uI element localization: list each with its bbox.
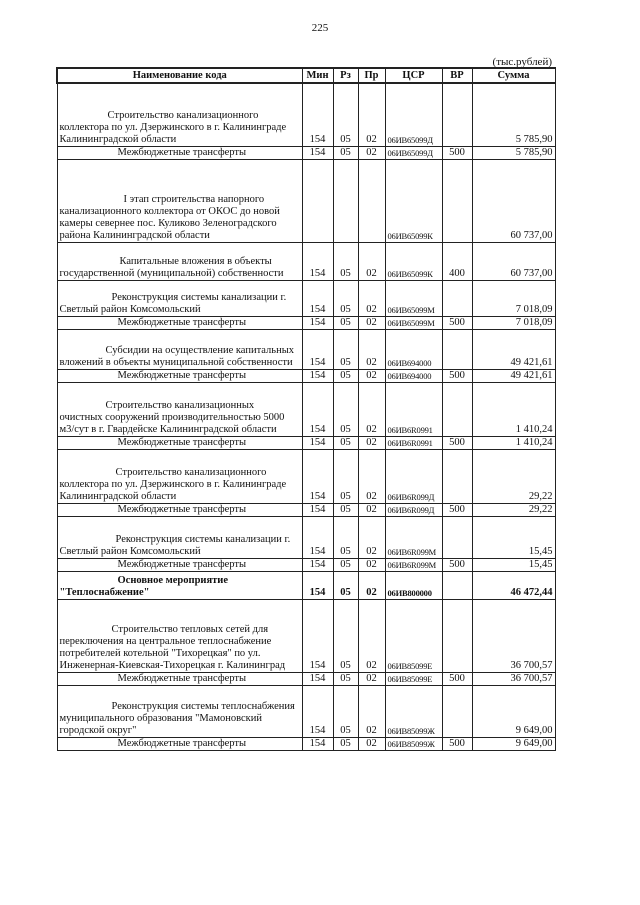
row-min: 154 — [302, 146, 333, 159]
row-rz: 05 — [333, 83, 358, 146]
row-sum: 7 018,09 — [472, 280, 555, 316]
row-csr: 06ИВ65099М — [385, 280, 442, 316]
row-sum: 29,22 — [472, 503, 555, 516]
row-pr: 02 — [358, 316, 385, 329]
row-sum: 1 410,24 — [472, 382, 555, 436]
row-vr — [442, 599, 472, 672]
row-sum: 60 737,00 — [472, 159, 555, 242]
table-row — [57, 516, 555, 558]
row-rz: 05 — [333, 382, 358, 436]
row-min: 154 — [302, 449, 333, 503]
table-row — [57, 737, 555, 750]
row-sum: 49 421,61 — [472, 329, 555, 369]
row-vr: 500 — [442, 503, 472, 516]
row-name: Межбюджетные трансферты — [57, 146, 302, 159]
row-name: Субсидии на осуществление капитальных вложений в объекты муниципальной собственности — [57, 329, 302, 369]
row-name: Межбюджетные трансферты — [57, 672, 302, 685]
row-min: 154 — [302, 382, 333, 436]
row-rz: 05 — [333, 503, 358, 516]
row-pr: 02 — [358, 369, 385, 382]
row-pr: 02 — [358, 436, 385, 449]
row-vr: 500 — [442, 146, 472, 159]
row-min: 154 — [302, 329, 333, 369]
table-row — [57, 316, 555, 329]
header-min: Мин — [302, 68, 333, 83]
header-vr: ВР — [442, 68, 472, 83]
row-vr: 500 — [442, 436, 472, 449]
row-name: Межбюджетные трансферты — [57, 436, 302, 449]
row-csr: 06ИВ6R0991 — [385, 436, 442, 449]
row-sum: 36 700,57 — [472, 672, 555, 685]
row-sum: 15,45 — [472, 558, 555, 571]
row-sum: 46 472,44 — [472, 571, 555, 599]
row-sum: 9 649,00 — [472, 737, 555, 750]
row-name: Строительство тепловых сетей для переключения на центральное теплоснабжение потребителей котельной "Тихорецкая" по ул. Инженерная-Киевская-Тихорецкая г. Калининград — [57, 599, 302, 672]
row-rz: 05 — [333, 571, 358, 599]
row-sum: 60 737,00 — [472, 242, 555, 280]
row-csr: 06ИВ6R0991 — [385, 382, 442, 436]
table-row — [57, 159, 555, 242]
row-rz: 05 — [333, 672, 358, 685]
row-min: 154 — [302, 242, 333, 280]
table-row — [57, 672, 555, 685]
row-vr — [442, 329, 472, 369]
row-vr — [442, 571, 472, 599]
table-row — [57, 436, 555, 449]
row-name: Межбюджетные трансферты — [57, 316, 302, 329]
table-row — [57, 242, 555, 280]
row-rz — [333, 159, 358, 242]
row-sum: 1 410,24 — [472, 436, 555, 449]
row-min: 154 — [302, 436, 333, 449]
row-vr — [442, 449, 472, 503]
row-vr — [442, 685, 472, 737]
row-min: 154 — [302, 503, 333, 516]
row-pr: 02 — [358, 516, 385, 558]
row-name: Строительство канализационного коллектора по ул. Дзержинского в г. Калининграде Калининградской области — [57, 83, 302, 146]
row-pr: 02 — [358, 242, 385, 280]
row-sum: 29,22 — [472, 449, 555, 503]
row-csr: 06ИВ85099Ж — [385, 737, 442, 750]
table-row — [57, 558, 555, 571]
row-min: 154 — [302, 599, 333, 672]
row-csr: 06ИВ65099К — [385, 159, 442, 242]
row-vr: 500 — [442, 369, 472, 382]
row-rz: 05 — [333, 516, 358, 558]
row-min: 154 — [302, 672, 333, 685]
row-sum: 7 018,09 — [472, 316, 555, 329]
row-csr: 06ИВ85099Е — [385, 672, 442, 685]
row-name: Строительство канализационных очистных сооружений производительностью 5000 м3/сут в г. Гвардейске Калининградской области — [57, 382, 302, 436]
row-csr: 06ИВ6R099М — [385, 516, 442, 558]
header-sum: Сумма — [472, 68, 555, 83]
row-vr — [442, 83, 472, 146]
table-row — [57, 503, 555, 516]
row-rz: 05 — [333, 449, 358, 503]
row-pr: 02 — [358, 503, 385, 516]
table-row — [57, 83, 555, 146]
row-pr: 02 — [358, 280, 385, 316]
row-min: 154 — [302, 280, 333, 316]
table-row — [57, 685, 555, 737]
row-rz: 05 — [333, 329, 358, 369]
row-rz: 05 — [333, 599, 358, 672]
table-row — [57, 449, 555, 503]
row-vr — [442, 280, 472, 316]
table-header-row — [57, 68, 555, 83]
row-rz: 05 — [333, 369, 358, 382]
row-csr: 06ИВ800000 — [385, 571, 442, 599]
budget-table — [56, 67, 556, 751]
table-row — [57, 280, 555, 316]
row-sum: 36 700,57 — [472, 599, 555, 672]
row-min: 154 — [302, 369, 333, 382]
row-name: Межбюджетные трансферты — [57, 369, 302, 382]
row-rz: 05 — [333, 558, 358, 571]
row-vr — [442, 159, 472, 242]
row-rz: 05 — [333, 436, 358, 449]
row-csr: 06ИВ6R099Д — [385, 449, 442, 503]
row-min: 154 — [302, 685, 333, 737]
table-row — [57, 369, 555, 382]
row-pr: 02 — [358, 737, 385, 750]
row-csr: 06ИВ65099М — [385, 316, 442, 329]
row-sum: 5 785,90 — [472, 83, 555, 146]
row-min: 154 — [302, 558, 333, 571]
row-name: Реконструкция системы теплоснабжения муниципального образования "Мамоновский городской округ" — [57, 685, 302, 737]
row-vr — [442, 516, 472, 558]
row-csr: 06ИВ6R099Д — [385, 503, 442, 516]
row-csr: 06ИВ694000 — [385, 329, 442, 369]
row-min: 154 — [302, 316, 333, 329]
row-csr: 06ИВ6R099М — [385, 558, 442, 571]
row-vr: 500 — [442, 316, 472, 329]
row-sum: 49 421,61 — [472, 369, 555, 382]
row-name: Строительство канализационного коллектора по ул. Дзержинского в г. Калининграде Калининградской области — [57, 449, 302, 503]
row-rz: 05 — [333, 146, 358, 159]
row-csr: 06ИВ694000 — [385, 369, 442, 382]
row-pr: 02 — [358, 685, 385, 737]
row-pr: 02 — [358, 558, 385, 571]
row-rz: 05 — [333, 316, 358, 329]
row-name: I этап строительства напорного канализационного коллектора от ОКОС до новой камеры севернее пос. Куликово Зеленоградского района Калининградской области — [57, 159, 302, 242]
row-name: Межбюджетные трансферты — [57, 558, 302, 571]
header-csr: ЦСР — [385, 68, 442, 83]
row-pr: 02 — [358, 329, 385, 369]
row-sum: 15,45 — [472, 516, 555, 558]
row-vr: 500 — [442, 558, 472, 571]
row-csr: 06ИВ65099Д — [385, 83, 442, 146]
row-vr: 500 — [442, 737, 472, 750]
row-name: Реконструкция системы канализации г. Светлый район Комсомольский — [57, 280, 302, 316]
row-csr: 06ИВ65099Д — [385, 146, 442, 159]
row-csr: 06ИВ85099Ж — [385, 685, 442, 737]
row-pr — [358, 159, 385, 242]
row-pr: 02 — [358, 571, 385, 599]
header-name: Наименование кода — [57, 68, 302, 83]
row-rz: 05 — [333, 242, 358, 280]
row-name: Основное мероприятие "Теплоснабжение" — [57, 571, 302, 599]
row-rz: 05 — [333, 737, 358, 750]
row-csr: 06ИВ65099К — [385, 242, 442, 280]
row-min: 154 — [302, 83, 333, 146]
table-row — [57, 382, 555, 436]
row-sum: 9 649,00 — [472, 685, 555, 737]
row-sum: 5 785,90 — [472, 146, 555, 159]
row-pr: 02 — [358, 672, 385, 685]
row-name: Капитальные вложения в объекты государственной (муниципальной) собственности — [57, 242, 302, 280]
row-pr: 02 — [358, 599, 385, 672]
row-rz: 05 — [333, 685, 358, 737]
table-row — [57, 146, 555, 159]
row-pr: 02 — [358, 83, 385, 146]
row-min — [302, 159, 333, 242]
row-pr: 02 — [358, 449, 385, 503]
row-vr: 500 — [442, 672, 472, 685]
row-pr: 02 — [358, 146, 385, 159]
row-csr: 06ИВ85099Е — [385, 599, 442, 672]
row-pr: 02 — [358, 382, 385, 436]
header-rz: Рз — [333, 68, 358, 83]
row-min: 154 — [302, 516, 333, 558]
table-row — [57, 329, 555, 369]
row-name: Межбюджетные трансферты — [57, 737, 302, 750]
row-name: Реконструкция системы канализации г. Светлый район Комсомольский — [57, 516, 302, 558]
row-vr: 400 — [442, 242, 472, 280]
header-pr: Пр — [358, 68, 385, 83]
row-vr — [442, 382, 472, 436]
units-note: (тыс.рублей) — [492, 56, 552, 68]
table-row — [57, 599, 555, 672]
row-min: 154 — [302, 737, 333, 750]
table-row — [57, 571, 555, 599]
row-name: Межбюджетные трансферты — [57, 503, 302, 516]
row-min: 154 — [302, 571, 333, 599]
page-number: 225 — [311, 22, 329, 34]
row-rz: 05 — [333, 280, 358, 316]
